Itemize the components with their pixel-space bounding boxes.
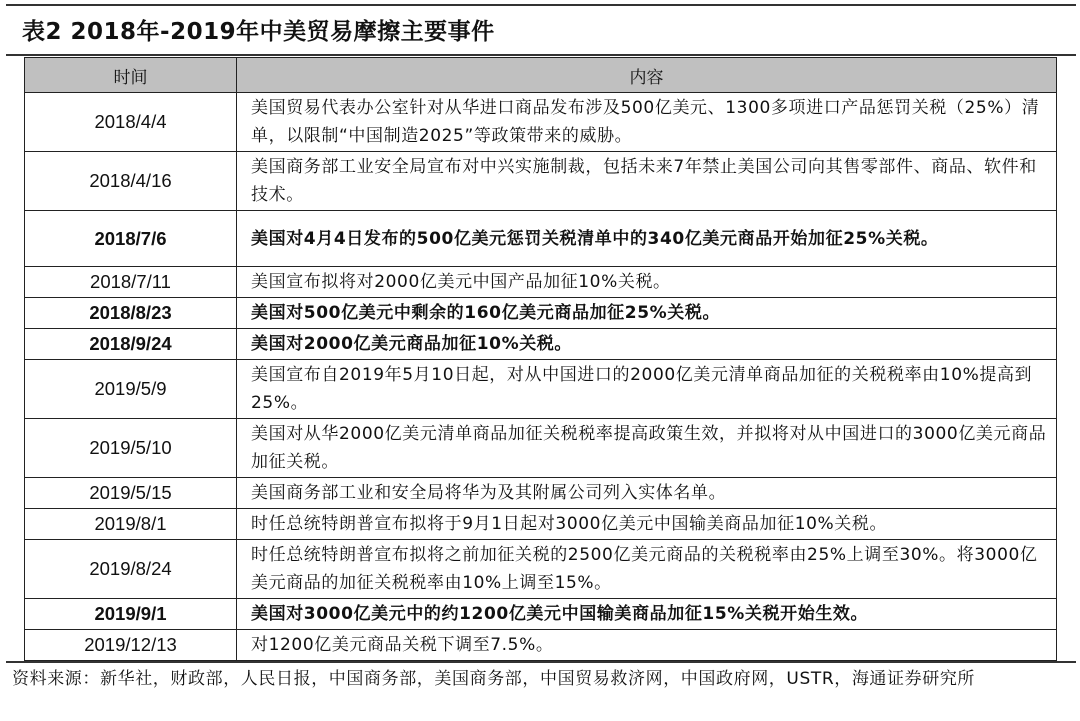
event-content: 美国宣布拟将对2000亿美元中国产品加征10%关税。	[237, 267, 1057, 298]
header-content: 内容	[237, 58, 1057, 93]
event-content: 时任总统特朗普宣布拟将之前加征关税的2500亿美元商品的关税税率由25%上调至30%。将3000亿美元商品的加征关税税率由10%上调至15%。	[237, 540, 1057, 599]
event-content: 美国贸易代表办公室针对从华进口商品发布涉及500亿美元、1300多项进口产品惩罚关税（25%）清单，以限制“中国制造2025”等政策带来的威胁。	[237, 93, 1057, 152]
table-row	[25, 540, 1057, 599]
table-row	[25, 267, 1057, 298]
event-content: 美国对4月4日发布的500亿美元惩罚关税清单中的340亿美元商品开始加征25%关税。	[237, 211, 1057, 267]
top-rule	[6, 4, 1076, 6]
table-row	[25, 211, 1057, 267]
table-row	[25, 360, 1057, 419]
event-content: 对1200亿美元商品关税下调至7.5%。	[237, 630, 1057, 661]
event-date: 2018/7/11	[25, 267, 237, 298]
event-date: 2019/12/13	[25, 630, 237, 661]
events-table	[24, 57, 1057, 661]
table-row	[25, 329, 1057, 360]
event-content: 美国对3000亿美元中的约1200亿美元中国输美商品加征15%关税开始生效。	[237, 599, 1057, 630]
event-content: 美国对500亿美元中剩余的160亿美元商品加征25%关税。	[237, 298, 1057, 329]
event-date: 2019/8/1	[25, 509, 237, 540]
event-date: 2019/5/9	[25, 360, 237, 419]
table-row	[25, 509, 1057, 540]
event-date: 2018/9/24	[25, 329, 237, 360]
table-row	[25, 152, 1057, 211]
table-row	[25, 298, 1057, 329]
event-date: 2018/8/23	[25, 298, 237, 329]
table-title: 表2 2018年-2019年中美贸易摩擦主要事件	[22, 19, 495, 45]
event-date: 2019/5/15	[25, 478, 237, 509]
event-date: 2019/5/10	[25, 419, 237, 478]
event-content: 美国宣布自2019年5月10日起，对从中国进口的2000亿美元清单商品加征的关税税率由10%提高到25%。	[237, 360, 1057, 419]
source-note: 资料来源：新华社，财政部，人民日报，中国商务部，美国商务部，中国贸易救济网，中国政府网，USTR，海通证券研究所	[12, 669, 976, 689]
event-content: 美国对2000亿美元商品加征10%关税。	[237, 329, 1057, 360]
table-row	[25, 419, 1057, 478]
table-row	[25, 478, 1057, 509]
event-content: 美国商务部工业安全局宣布对中兴实施制裁，包括未来7年禁止美国公司向其售零部件、商品、软件和技术。	[237, 152, 1057, 211]
bottom-rule	[6, 661, 1076, 663]
event-content: 美国商务部工业和安全局将华为及其附属公司列入实体名单。	[237, 478, 1057, 509]
event-content: 时任总统特朗普宣布拟将于9月1日起对3000亿美元中国输美商品加征10%关税。	[237, 509, 1057, 540]
event-date: 2018/4/4	[25, 93, 237, 152]
title-rule	[6, 54, 1076, 56]
table-row	[25, 93, 1057, 152]
table-row	[25, 630, 1057, 661]
table-row	[25, 599, 1057, 630]
table-header-row	[25, 58, 1057, 93]
event-date: 2019/9/1	[25, 599, 237, 630]
event-date: 2018/7/6	[25, 211, 237, 267]
event-date: 2018/4/16	[25, 152, 237, 211]
event-content: 美国对从华2000亿美元清单商品加征关税税率提高政策生效，并拟将对从中国进口的3000亿美元商品加征关税。	[237, 419, 1057, 478]
event-date: 2019/8/24	[25, 540, 237, 599]
header-date: 时间	[25, 58, 237, 93]
